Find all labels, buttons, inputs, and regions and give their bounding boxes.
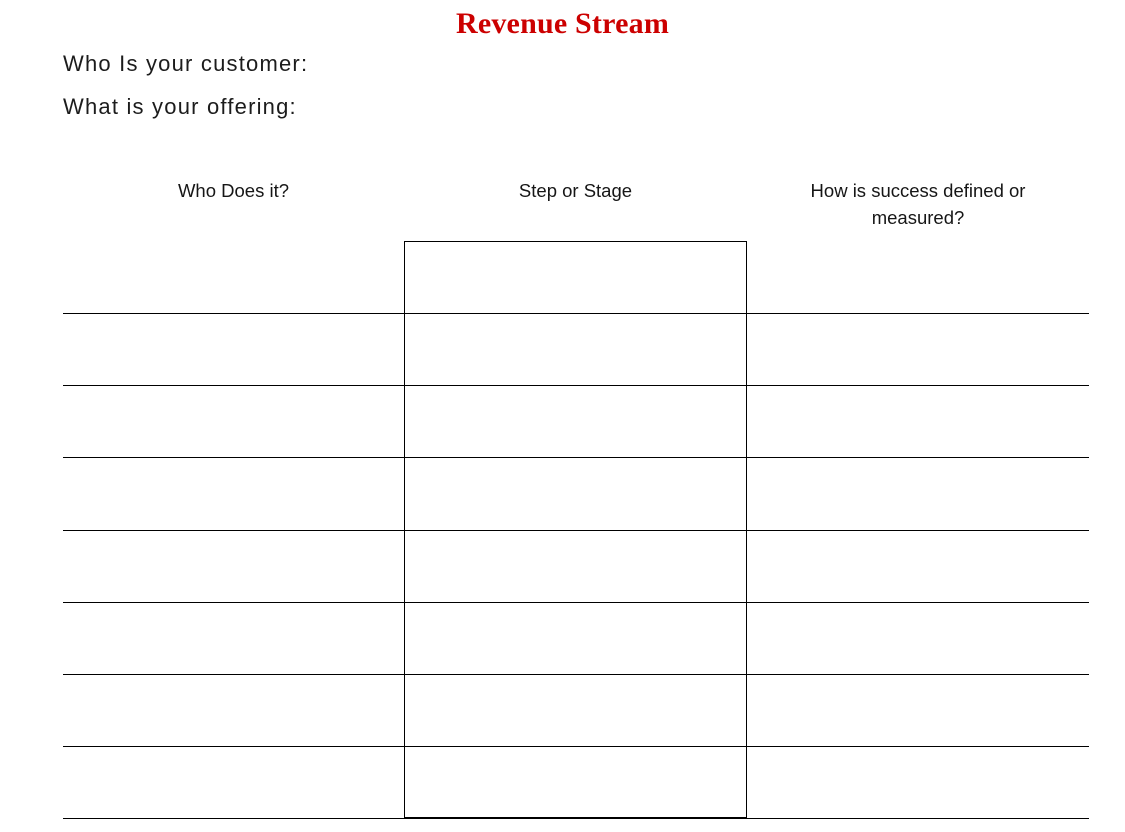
table-row-line xyxy=(63,457,1089,458)
page-title: Revenue Stream xyxy=(455,7,670,40)
column-header-step-or-stage: Step or Stage xyxy=(518,180,633,201)
table-row-line xyxy=(63,746,1089,747)
column-header-success-measure xyxy=(747,177,1089,231)
table-row-line xyxy=(63,385,1089,386)
table-row-line xyxy=(63,818,1089,819)
worksheet-table xyxy=(63,241,1089,818)
column-header-who-does-it: Who Does it? xyxy=(177,180,290,201)
table-row-line xyxy=(63,674,1089,675)
table-row-line xyxy=(63,313,1089,314)
offering-prompt: What is your offering: xyxy=(63,94,297,119)
column-header-success-measure-text: How is success defined or measured? xyxy=(810,180,1026,228)
table-row-line xyxy=(63,602,1089,603)
customer-prompt: Who Is your customer: xyxy=(63,51,309,76)
table-row-line xyxy=(63,530,1089,531)
